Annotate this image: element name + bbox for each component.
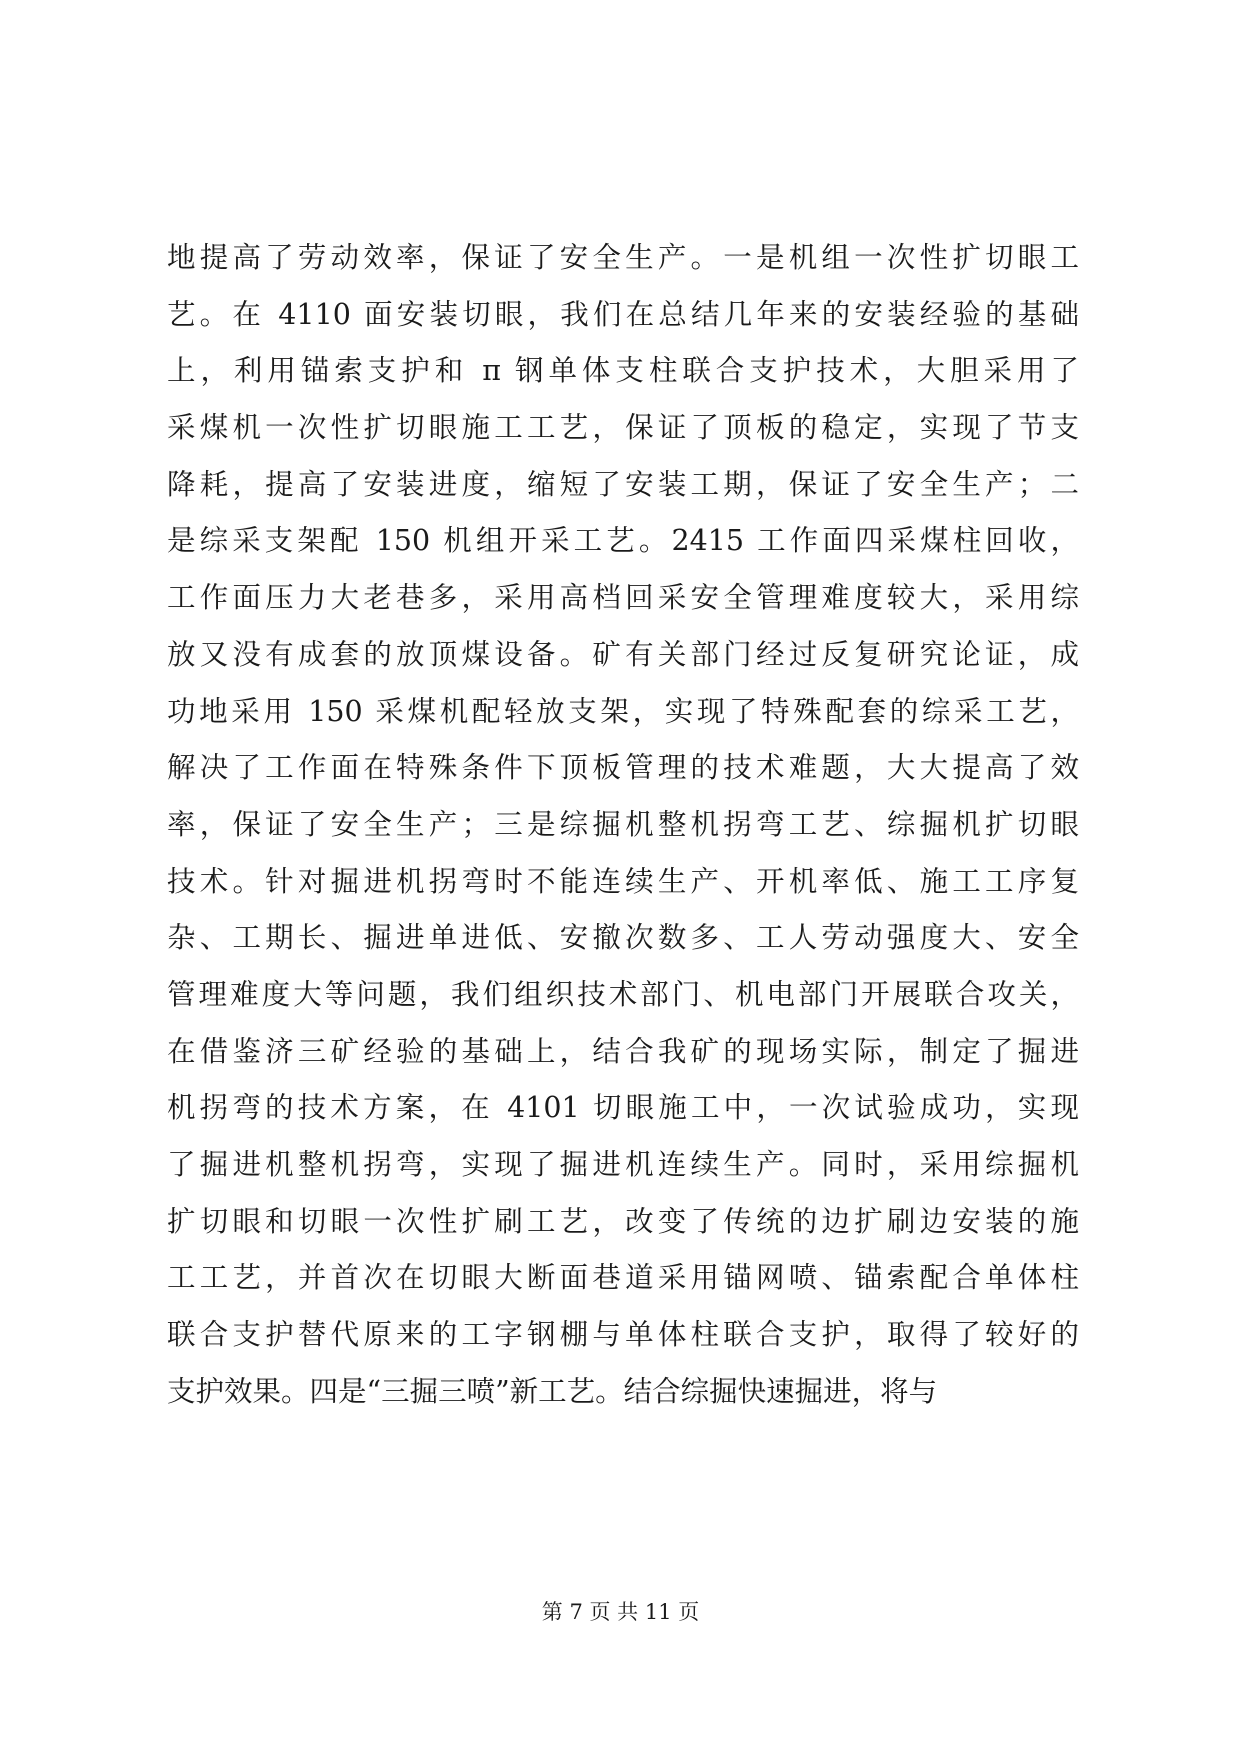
text-line: 机拐弯的技术方案，在 4101 切眼施工中，一次试验成功，实现 xyxy=(167,1091,1079,1125)
text-line: 在借鉴济三矿经验的基础上，结合我矿的现场实际，制定了掘进 xyxy=(167,1034,1079,1068)
text-line: 了掘进机整机拐弯，实现了掘进机连续生产。同时，采用综掘机 xyxy=(167,1148,1079,1181)
text-line: 工工艺，并首次在切眼大断面巷道采用锚网喷、锚索配合单体柱 xyxy=(167,1261,1079,1295)
text-line: 降耗，提高了安装进度，缩短了安装工期，保证了安全生产；二 xyxy=(167,467,1079,501)
text-line: 功地采用 150 采煤机配轻放支架，实现了特殊配套的综采工艺， xyxy=(167,694,1079,728)
text-line: 管理难度大等问题，我们组织技术部门、机电部门开展联合攻关， xyxy=(167,977,1079,1011)
text-line: 解决了工作面在特殊条件下顶板管理的技术难题，大大提高了效 xyxy=(167,751,1079,785)
text-line: 支护效果。四是“三掘三喷”新工艺。结合综掘快速掘进，将与 xyxy=(167,1374,938,1408)
text-line: 技术。针对掘进机拐弯时不能连续生产、开机率低、施工工序复 xyxy=(167,864,1079,898)
page-number-footer: 第 7 页 共 11 页 xyxy=(541,1600,700,1624)
text-line: 率，保证了安全生产；三是综掘机整机拐弯工艺、综掘机扩切眼 xyxy=(167,807,1079,841)
text-line: 工作面压力大老巷多，采用高档回采安全管理难度较大，采用综 xyxy=(167,581,1079,615)
text-line: 放又没有成套的放顶煤设备。矿有关部门经过反复研究论证，成 xyxy=(167,637,1079,671)
text-line: 上，利用锚索支护和 π 钢单体支柱联合支护技术，大胆采用了 xyxy=(167,354,1079,388)
text-line: 杂、工期长、掘进单进低、安撤次数多、工人劳动强度大、安全 xyxy=(167,921,1079,955)
text-line: 艺。在 4110 面安装切眼，我们在总结几年来的安装经验的基础 xyxy=(167,297,1079,331)
text-line: 采煤机一次性扩切眼施工工艺，保证了顶板的稳定，实现了节支 xyxy=(167,411,1079,445)
text-line: 扩切眼和切眼一次性扩刷工艺，改变了传统的边扩刷边安装的施 xyxy=(167,1204,1079,1238)
text-line: 地提高了劳动效率，保证了安全生产。一是机组一次性扩切眼工 xyxy=(167,241,1079,274)
text-line: 是综采支架配 150 机组开采工艺。2415 工作面四采煤柱回收， xyxy=(167,524,1079,558)
body-paragraph xyxy=(167,230,1079,1420)
text-line: 联合支护替代原来的工字钢棚与单体柱联合支护，取得了较好的 xyxy=(167,1318,1079,1352)
